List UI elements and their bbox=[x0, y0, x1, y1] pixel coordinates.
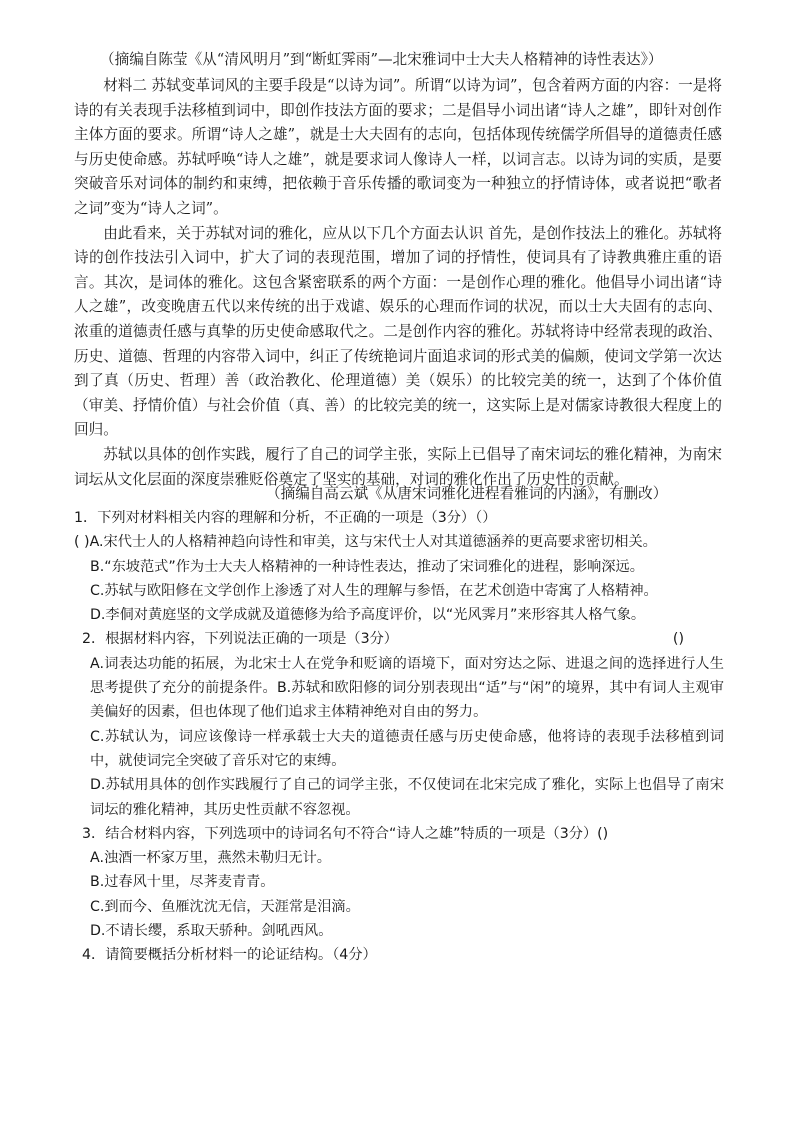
material2-paragraph-3: 苏轼以具体的创作实践，履行了自己的词学主张，实际上已倡导了南宋词坛的雅化精神，为南宋词坛从文化层面的深度崇雅贬俗奠定了坚实的基础，对词的雅化作出了历史性的贡献。 bbox=[74, 445, 722, 488]
questions-section bbox=[74, 506, 724, 968]
question-2-answer-bracket: () bbox=[672, 631, 684, 648]
question-3-option-b: B.过春风十里，尽荠麦青青。 bbox=[90, 874, 275, 891]
question-2-option-d: D.苏轼用具体的创作实践履行了自己的词学主张，不仅使词在北宋完成了雅化，实际上也倡导了南宋词坛的雅化精神，其历史性贡献不容忽视。 bbox=[90, 777, 724, 818]
question-2-option-c: C.苏轼认为，词应该像诗一样承载士大夫的道德责任感与历史使命感，他将诗的表现手法移植到词中，就使词完全突破了音乐对它的束缚。 bbox=[90, 728, 724, 769]
question-1-option-a: ( )A.宋代士人的人格精神趋向诗性和审美，这与宋代士人对其道德涵养的更高要求密切相关。 bbox=[74, 534, 657, 551]
question-4-stem: 4．请简要概括分析材料一的论证结构。（4分） bbox=[82, 947, 377, 964]
question-1-stem: 1．下列对材料相关内容的理解和分析，不正确的一项是（3分）（） bbox=[74, 510, 497, 526]
question-1-option-b: B.“东坡范式”作为士大夫人格精神的一种诗性表达，推动了宋词雅化的进程，影响深远。 bbox=[90, 558, 644, 575]
question-3-option-a: A.浊酒一杯家万里，燕然未勒归无计。 bbox=[90, 850, 331, 867]
material2-paragraph-2: 由此看来，关于苏轼对词的雅化，应从以下几个方面去认识 首先，是创作技法上的雅化。苏轼将诗的创作技法引入词中，扩大了词的表现范围，增加了词的抒情性，使词具有了诗教典雅庄重的语言。其次，是词体的雅化。这包含紧密联系的两个方面：一是创作心理的雅化。他倡导小词出诸“诗人之雄”，改变晚唐五代以来传统的出于戏谑、娱乐的心理而作词的状况，而以士大夫固有的志向、浓重的道德责任感与真挚的历史使命感取代之。二是创作内容的雅化。苏轼将诗中经常表现的政治、历史、道德、哲理的内容带入词中，纠正了传统艳词片面追求词的形式美的偏颇，使词文学第一次达到了真（历史、哲理）善（政治教化、伦理道德）美（娱乐）的比较完美的统一，达到了个体价值（审美、抒情价值）与社会价值（真、善）的比较完美的统一，这实际上是对儒家诗教很大程度上的回归。 bbox=[74, 224, 722, 439]
question-1-option-d: D.李侗对黄庭坚的文学成就及道德修为给予高度评价，以“光风霁月”来形容其人格气象。 bbox=[90, 607, 646, 624]
question-2-options-ab: A.词表达功能的拓展，为北宋士人在党争和贬谪的语境下，面对穷达之际、进退之间的选择进行人生思考提供了充分的前提条件。B.苏轼和欧阳修的词分别表现出“适”与“闲”的境界，其中有词人主观审美偏好的因素，但也体现了他们追求主体精神绝对自由的努力。 bbox=[90, 655, 724, 721]
material2-paragraph-1: 材料二 苏轼变革词风的主要手段是“以诗为词”。所谓“以诗为词”，包含着两方面的内容：一是将诗的有关表现手法移植到词中，即创作技法方面的要求；二是倡导小词出诸“诗人之雄”，即针对创作主体方面的要求。所谓“诗人之雄”，就是士大夫固有的志向，包括体现传统儒学所倡导的道德责任感与历史使命感。苏轼呼唤“诗人之雄”，就是要求词人像诗人一样，以词言志。以诗为词的实质，是要突破音乐对词体的制约和束缚，把依赖于音乐传播的歌词变为一种独立的抒情诗体，或者说把“歌者之词”变为“诗人之词”。 bbox=[74, 77, 722, 217]
question-2-stem: 2．根据材料内容，下列说法正确的一项是（3分） bbox=[82, 631, 398, 648]
material1-source: （摘编自陈莹《从“清风明月”到“断虹霁雨”—北宋雅词中士大夫人格精神的诗性表达》） bbox=[100, 51, 663, 68]
material2-source: （摘编自高云斌《从唐宋词雅化进程看雅词的内涵》，有删改） bbox=[266, 485, 668, 502]
material2-body bbox=[74, 74, 722, 492]
question-3-option-c: C.到而今、鱼雁沈沈无信，天涯常是泪滴。 bbox=[90, 898, 360, 915]
question-3-option-d: D.不请长缨，系取天骄种。剑吼西风。 bbox=[90, 923, 333, 940]
question-2-stem-line bbox=[74, 627, 724, 651]
question-1-option-c: C.苏轼与欧阳修在文学创作上渗透了对人生的理解与参悟，在艺术创造中寄寓了人格精神。 bbox=[90, 582, 658, 599]
question-3-stem: 3．结合材料内容，下列选项中的诗词名句不符合“诗人之雄”特质的一项是（3分）() bbox=[82, 825, 609, 842]
